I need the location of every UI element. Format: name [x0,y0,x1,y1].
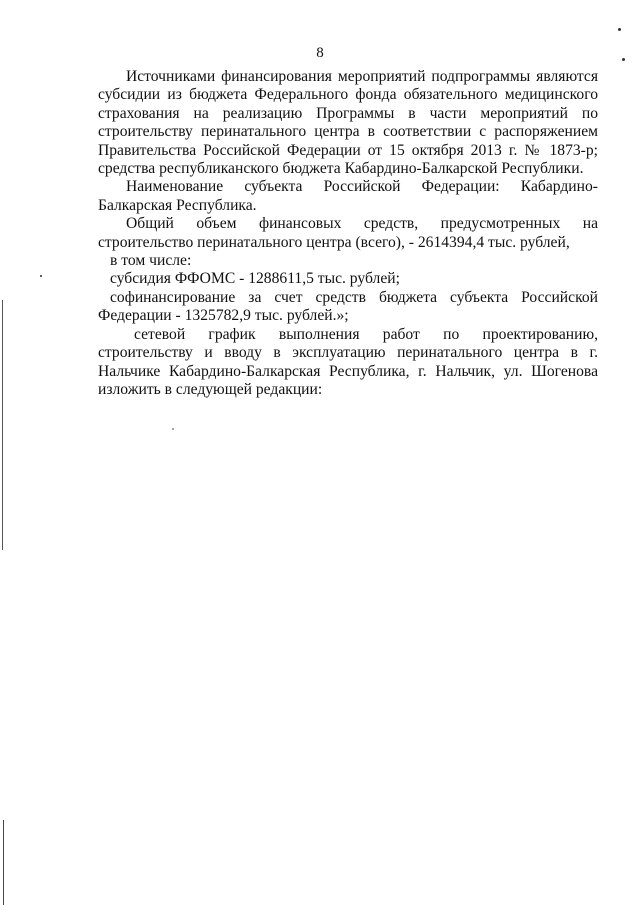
scan-artifact-dot [172,428,174,430]
page-number: 8 [316,45,324,61]
paragraph-including: в том числе: [110,252,192,270]
scan-artifact-dot [618,28,621,31]
paragraph-cofinancing: софинансирование за счет средств бюджета субъекта Российской Федерации - 1325782,9 тыс. рублей.»; [98,288,598,325]
paragraph-funding-sources: Источниками финансирования мероприятий подпрограммы являются субсидии из бюджета Федерального фонда обязательного медицинского страхования на реализацию Программы в части мероприятий по строительству перинатального центра в соответствии с распоряжением Правительства Российской Федерации от 15 октября 2013 г. № 1873-р; средства республиканского бюджета Кабардино-Балкарской Республики. [98,68,598,178]
scan-artifact-line [2,300,3,550]
document-body [98,68,598,399]
paragraph-network-schedule: сетевой график выполнения работ по проектированию, строительству и вводу в эксплуатацию перинатального центра в г. Нальчике Кабардино-Балкарская Республика, г. Нальчик, ул. Шогенова изложить в следующей редакции: [98,325,598,398]
scan-artifact-dot [622,58,625,61]
scan-artifact-line [3,820,4,905]
paragraph-subject-name: Наименование субъекта Российской Федерации: Кабардино-Балкарская Республика. [98,178,598,214]
paragraph-ffoms-subsidy: субсидия ФФОМС - 1288611,5 тыс. рублей; [110,270,400,288]
scan-artifact-dot [40,275,42,277]
paragraph-total-volume: Общий объем финансовых средств, предусмотренных на строительство перинатального центра (всего), - 2614394,4 тыс. рублей, [98,215,598,251]
